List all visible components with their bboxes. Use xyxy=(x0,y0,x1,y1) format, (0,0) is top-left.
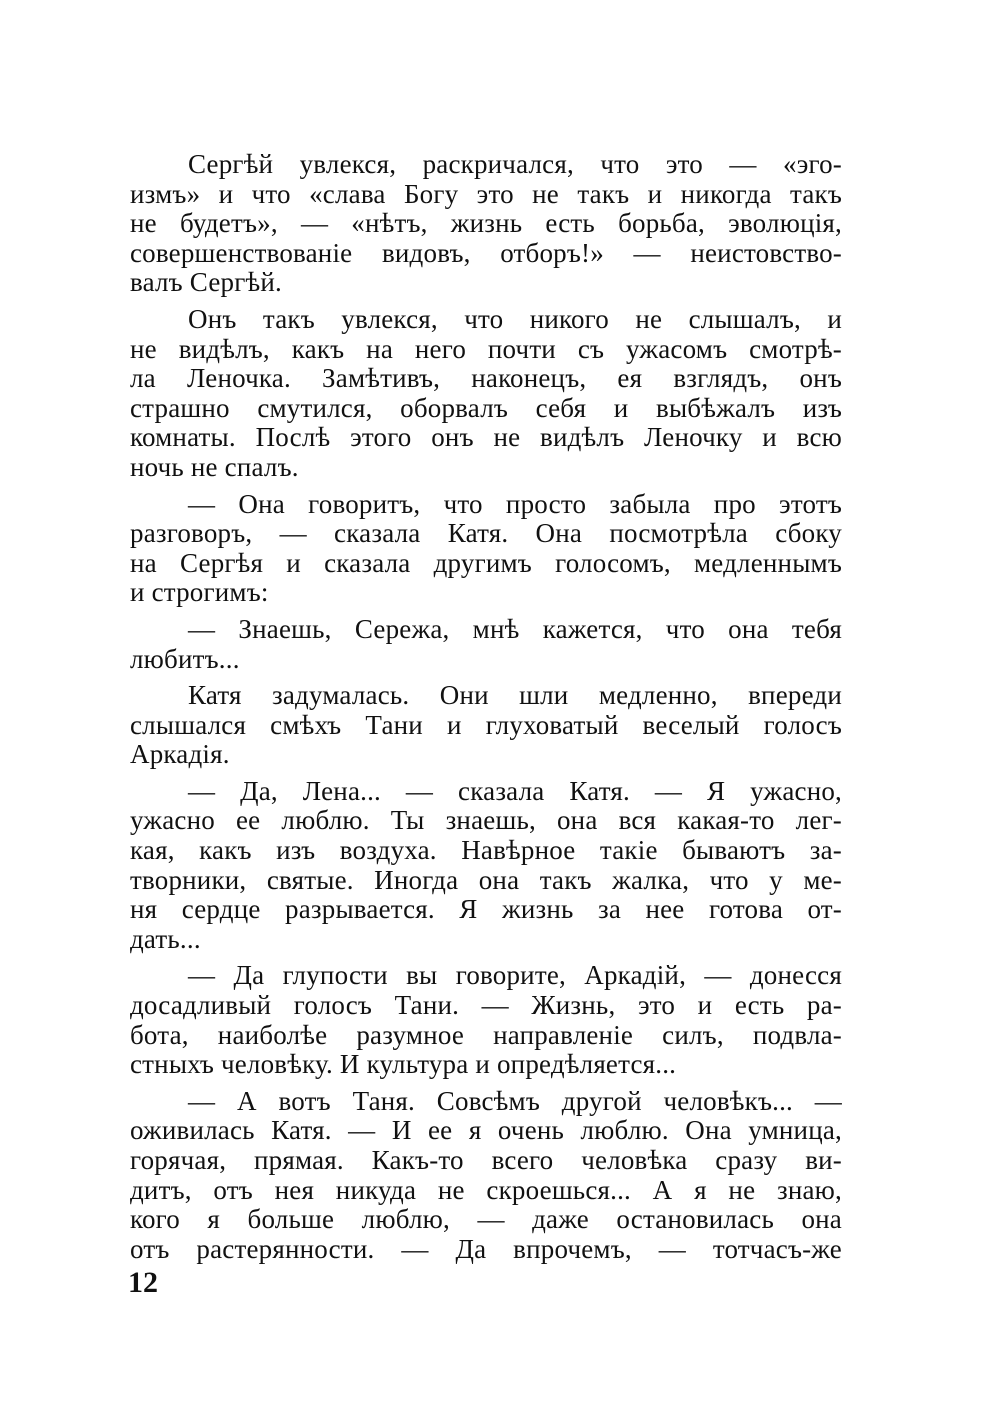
text-line: отъ растерянности. — Да впрочемъ, — тотчасъ-же xyxy=(130,1233,842,1264)
text-line: не видѣлъ, какъ на него почти съ ужасомъ смотрѣ- xyxy=(130,333,842,364)
text-line: любитъ... xyxy=(130,643,240,674)
paragraph xyxy=(130,490,842,608)
page-text xyxy=(130,150,842,1271)
text-line: — Знаешь, Сережа, мнѣ кажется, что она тебя xyxy=(188,613,842,644)
text-line: ла Леночка. Замѣтивъ, наконецъ, ея взглядъ, онъ xyxy=(130,363,842,394)
text-line: страшно смутился, оборвалъ себя и выбѣжалъ изъ xyxy=(130,392,842,423)
page-number: 12 xyxy=(128,1266,158,1299)
paragraph xyxy=(130,150,842,298)
text-line: Онъ такъ увлекся, что никого не слышалъ, и xyxy=(188,303,842,334)
text-line: — Да, Лена... — сказала Катя. — Я ужасно, xyxy=(188,775,842,806)
text-line: творники, святые. Иногда она такъ жалка, что у ме- xyxy=(130,864,842,895)
text-line: и строгимъ: xyxy=(130,577,269,608)
text-line: досадливый голосъ Тани. — Жизнь, это и есть ра- xyxy=(130,990,842,1021)
text-line: ночь не спалъ. xyxy=(130,451,299,482)
text-line: разговоръ, — сказала Катя. Она посмотрѣла сбоку xyxy=(130,518,842,549)
text-line: на Сергѣя и сказала другимъ голосомъ, медленнымъ xyxy=(130,547,842,578)
text-line: Катя задумалась. Они шли медленно, впереди xyxy=(188,680,842,711)
text-line: — А вотъ Таня. Совсѣмъ другой человѣкъ... — xyxy=(188,1085,842,1116)
paragraph xyxy=(130,961,842,1079)
text-line: горячая, прямая. Какъ-то всего человѣка сразу ви- xyxy=(130,1145,842,1175)
paragraph xyxy=(130,305,842,483)
text-line: слышался смѣхъ Тани и глуховатый веселый голосъ xyxy=(130,709,842,740)
text-line: кая, какъ изъ воздуха. Навѣрное такіе бываютъ за- xyxy=(130,835,842,866)
text-line: ужасно ее люблю. Ты знаешь, она вся какая-то лег- xyxy=(130,805,842,836)
text-line: Аркадія. xyxy=(130,739,230,770)
text-line: дитъ, отъ нея никуда не скроешься... А я не знаю, xyxy=(130,1174,842,1205)
paragraph xyxy=(130,681,842,770)
text-line: — Она говоритъ, что просто забыла про этотъ xyxy=(188,488,842,519)
text-line: совершенствованіе видовъ, отборъ!» — неистовство- xyxy=(130,237,842,268)
text-line: Сергѣй увлекся, раскричался, что это — «эго- xyxy=(188,149,842,179)
text-line: кого я больше люблю, — даже остановилась она xyxy=(130,1204,842,1235)
paragraph xyxy=(130,777,842,955)
text-line: не будетъ», — «нѣтъ, жизнь есть борьба, эволюція, xyxy=(130,208,842,239)
text-line: валъ Сергѣй. xyxy=(130,267,282,298)
text-line: измъ» и что «слава Богу это не такъ и никогда такъ xyxy=(130,178,842,209)
paragraph xyxy=(130,615,842,674)
text-line: стныхъ человѣку. И культура и опредѣляется... xyxy=(130,1049,677,1080)
text-line: бота, наиболѣе разумное направленіе силъ, подвла- xyxy=(130,1019,842,1050)
text-line: — Да глупости вы говорите, Аркадій, — донесся xyxy=(188,960,842,991)
text-line: комнаты. Послѣ этого онъ не видѣлъ Леночку и всю xyxy=(130,422,842,453)
paragraph xyxy=(130,1087,842,1265)
text-line: оживилась Катя. — И ее я очень люблю. Она умница, xyxy=(130,1115,842,1146)
text-line: ня сердце разрывается. Я жизнь за нее готова от- xyxy=(130,894,842,925)
text-line: дать... xyxy=(130,923,201,954)
